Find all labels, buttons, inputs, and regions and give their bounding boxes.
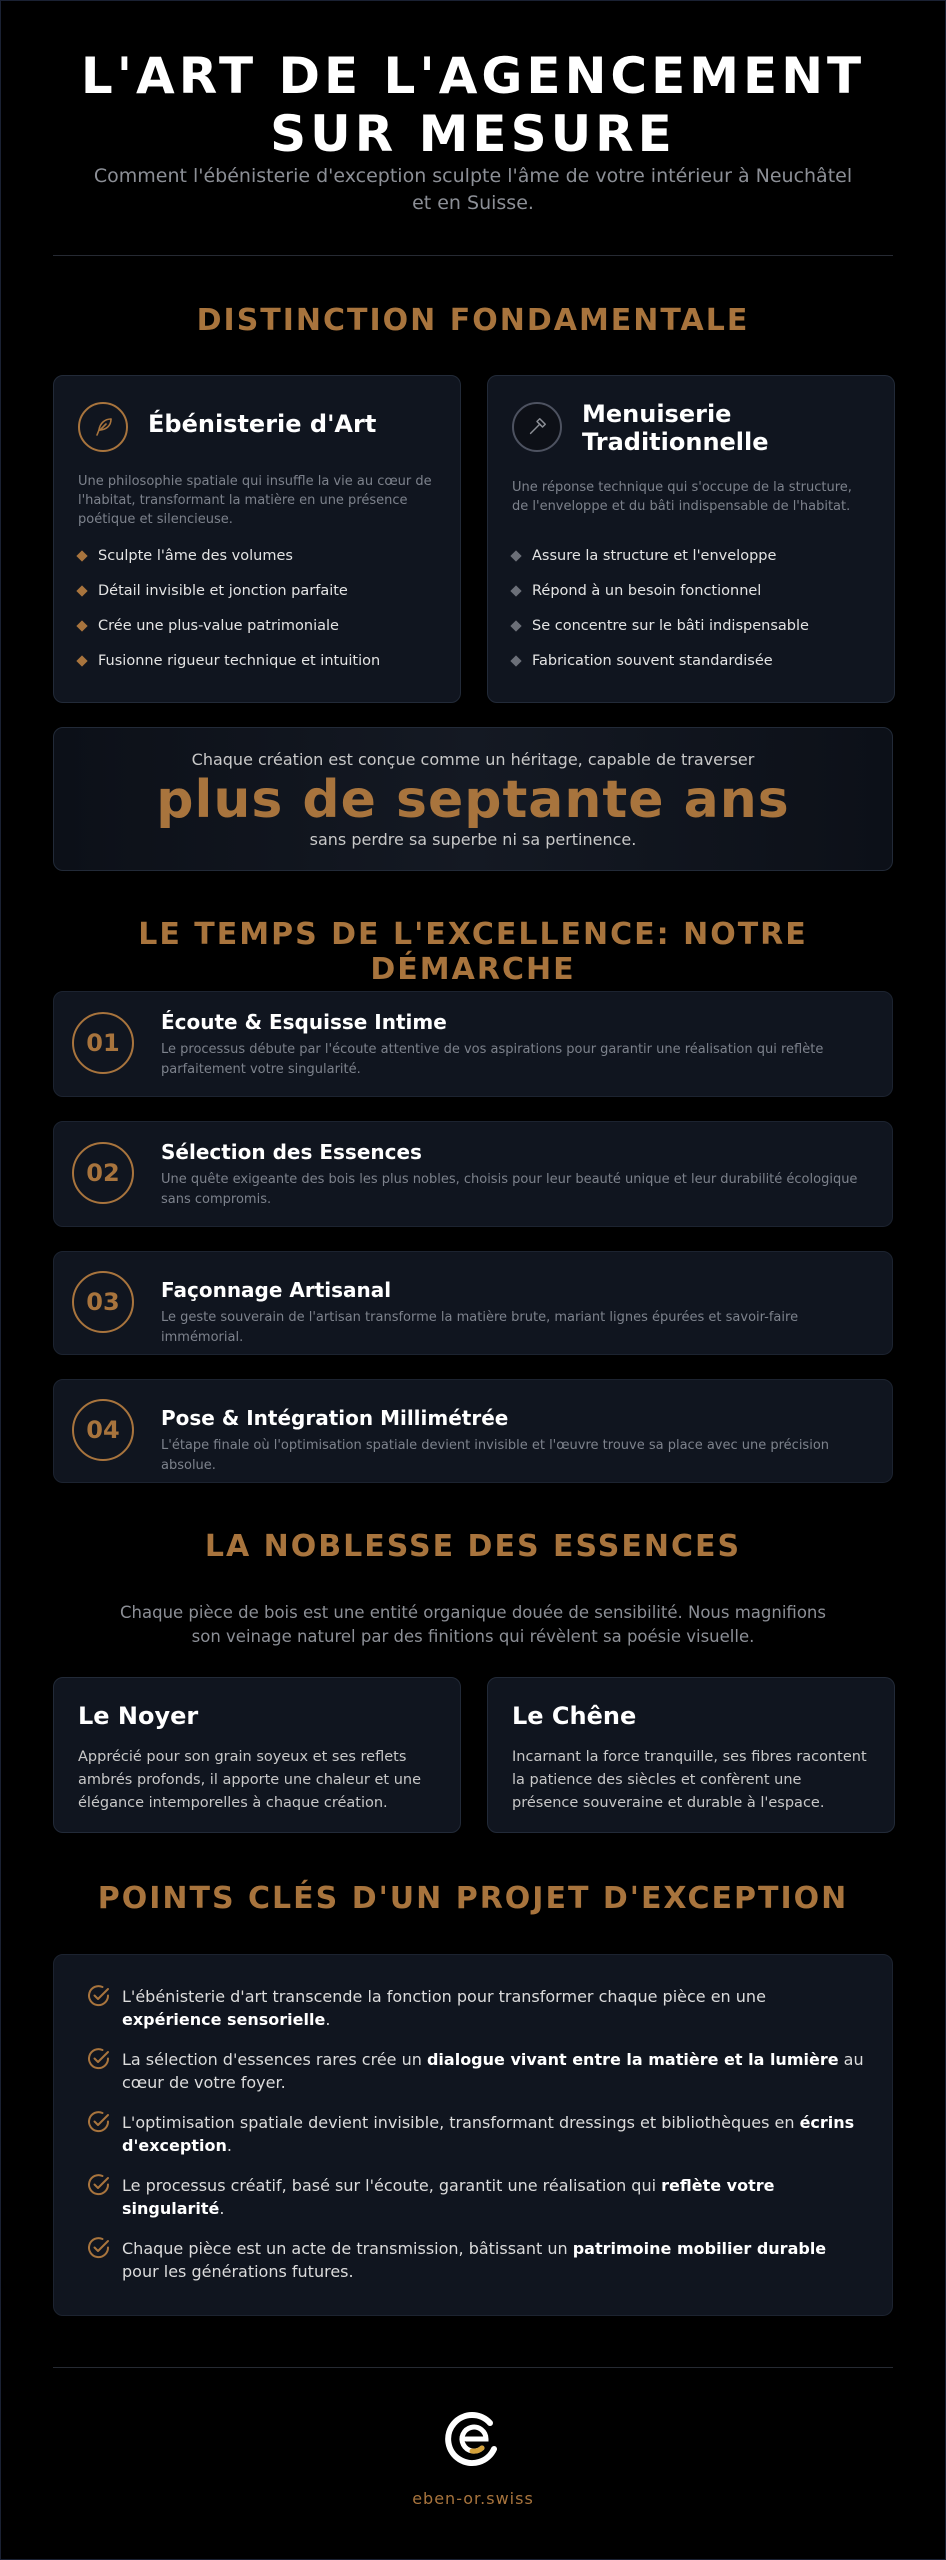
- step-description: L'étape finale où l'optimisation spatiale devient invisible et l'œuvre trouve sa place avec une précision absolue.: [161, 1438, 830, 1473]
- diamond-icon: [510, 585, 521, 596]
- keypoint-item: L'ébénisterie d'art transcende la fonction pour transformer chaque pièce en une expérience sensorielle.: [86, 1985, 864, 2031]
- diamond-icon: [510, 550, 521, 561]
- wood-title: Le Noyer: [78, 1702, 199, 1730]
- page-title: L'ART DE L'AGENCEMENT SUR MESURE: [80, 47, 866, 163]
- footer-site-link[interactable]: eben-or.swiss: [412, 2489, 534, 2508]
- diamond-icon: [76, 585, 87, 596]
- feather-icon: [78, 402, 128, 452]
- bullet-item: Se concentre sur le bâti indispensable: [512, 618, 874, 634]
- keypoint-item: Chaque pièce est un acte de transmission, bâtissant un patrimoine mobilier durable pour les générations futures.: [86, 2237, 864, 2283]
- bullet-item: Fabrication souvent standardisée: [512, 653, 874, 669]
- keypoint-item: L'optimisation spatiale devient invisible, transformant dressings et bibliothèques en écrins d'exception.: [86, 2111, 864, 2157]
- top-divider: [53, 255, 893, 256]
- keypoints-panel: [53, 1954, 893, 2316]
- diamond-icon: [510, 620, 521, 631]
- step-title: Sélection des Essences: [161, 1140, 422, 1164]
- diamond-icon: [76, 655, 87, 666]
- bullet-item: Répond à un besoin fonctionnel: [512, 583, 874, 599]
- section-heading-keypoints: POINTS CLÉS D'UN PROJET D'EXCEPTION: [97, 1881, 849, 1916]
- wood-description: Apprécié pour son grain soyeux et ses reflets ambrés profonds, il apporte une chaleur et une élégance intemporelles à chaque création.: [78, 1749, 421, 1811]
- step-number: 04: [72, 1399, 134, 1461]
- step-title: Écoute & Esquisse Intime: [161, 1010, 447, 1034]
- card-ebenisterie: [53, 375, 461, 703]
- card-chene: [487, 1677, 895, 1833]
- diamond-icon: [76, 550, 87, 561]
- card-menuiserie: [487, 375, 895, 703]
- card-title: Menuiserie Traditionnelle: [582, 400, 769, 456]
- bullet-item: Crée une plus-value patrimoniale: [78, 618, 440, 634]
- bullet-item: Assure la structure et l'enveloppe: [512, 548, 874, 564]
- step-title: Façonnage Artisanal: [161, 1278, 392, 1302]
- wood-title: Le Chêne: [512, 1702, 637, 1730]
- section-heading-distinction: DISTINCTION FONDAMENTALE: [196, 303, 750, 338]
- step-title: Pose & Intégration Millimétrée: [161, 1406, 509, 1430]
- check-circle-icon: [86, 2109, 112, 2135]
- wood-description: Incarnant la force tranquille, ses fibres racontent la patience des siècles et confèrent une présence souveraine et durable à l'espace.: [512, 1749, 867, 1811]
- diamond-icon: [510, 655, 521, 666]
- check-circle-icon: [86, 1983, 112, 2009]
- step-description: Le processus débute par l'écoute attentive de vos aspirations pour garantir une réalisation qui reflète parfaitement votre singularité.: [161, 1042, 824, 1077]
- card-description: Une philosophie spatiale qui insuffle la vie au cœur de l'habitat, transformant la matière en une présence poétique et silencieuse.: [78, 474, 432, 527]
- card-noyer: [53, 1677, 461, 1833]
- woods-intro: Chaque pièce de bois est une entité organique douée de sensibilité. Nous magnifions son veinage naturel par des finitions qui révèlent sa poésie visuelle.: [120, 1603, 826, 1646]
- keypoint-item: Le processus créatif, basé sur l'écoute, garantit une réalisation qui reflète votre singularité.: [86, 2174, 864, 2220]
- step-number: 01: [72, 1012, 134, 1074]
- process-step: [53, 991, 893, 1097]
- check-circle-icon: [86, 2235, 112, 2261]
- step-number: 02: [72, 1142, 134, 1204]
- step-description: Une quête exigeante des bois les plus nobles, choisis pour leur beauté unique et leur durabilité écologique sans compromis.: [161, 1172, 858, 1207]
- section-heading-process: LE TEMPS DE L'EXCELLENCE: NOTRE DÉMARCHE: [138, 917, 808, 987]
- step-description: Le geste souverain de l'artisan transforme la matière brute, mariant lignes épurées et savoir-faire immémorial.: [161, 1310, 799, 1345]
- keypoint-item: La sélection d'essences rares crée un dialogue vivant entre la matière et la lumière au cœur de votre foyer.: [86, 2048, 864, 2094]
- check-circle-icon: [86, 2046, 112, 2072]
- heritage-callout: Chaque création est conçue comme un héritage, capable de traverser plus de septante ans sans perdre sa superbe ni sa pertinence.: [53, 727, 893, 871]
- page-subtitle: Comment l'ébénisterie d'exception sculpte l'âme de votre intérieur à Neuchâtel et en Suisse.: [93, 165, 853, 214]
- section-heading-woods: LA NOBLESSE DES ESSENCES: [204, 1529, 742, 1564]
- card-description: Une réponse technique qui s'occupe de la structure, de l'enveloppe et du bâti indispensable de l'habitat.: [512, 480, 852, 514]
- hammer-icon: [512, 402, 562, 452]
- bottom-divider: [53, 2367, 893, 2368]
- process-step: [53, 1379, 893, 1483]
- check-circle-icon: [86, 2172, 112, 2198]
- callout-highlight: plus de septante ans: [156, 770, 790, 830]
- diamond-icon: [76, 620, 87, 631]
- process-step: [53, 1251, 893, 1355]
- bullet-item: Sculpte l'âme des volumes: [78, 548, 440, 564]
- card-title: Ébénisterie d'Art: [148, 410, 377, 438]
- bullet-item: Détail invisible et jonction parfaite: [78, 583, 440, 599]
- step-number: 03: [72, 1271, 134, 1333]
- process-step: [53, 1121, 893, 1227]
- logo-icon: [444, 2409, 504, 2469]
- bullet-item: Fusionne rigueur technique et intuition: [78, 653, 440, 669]
